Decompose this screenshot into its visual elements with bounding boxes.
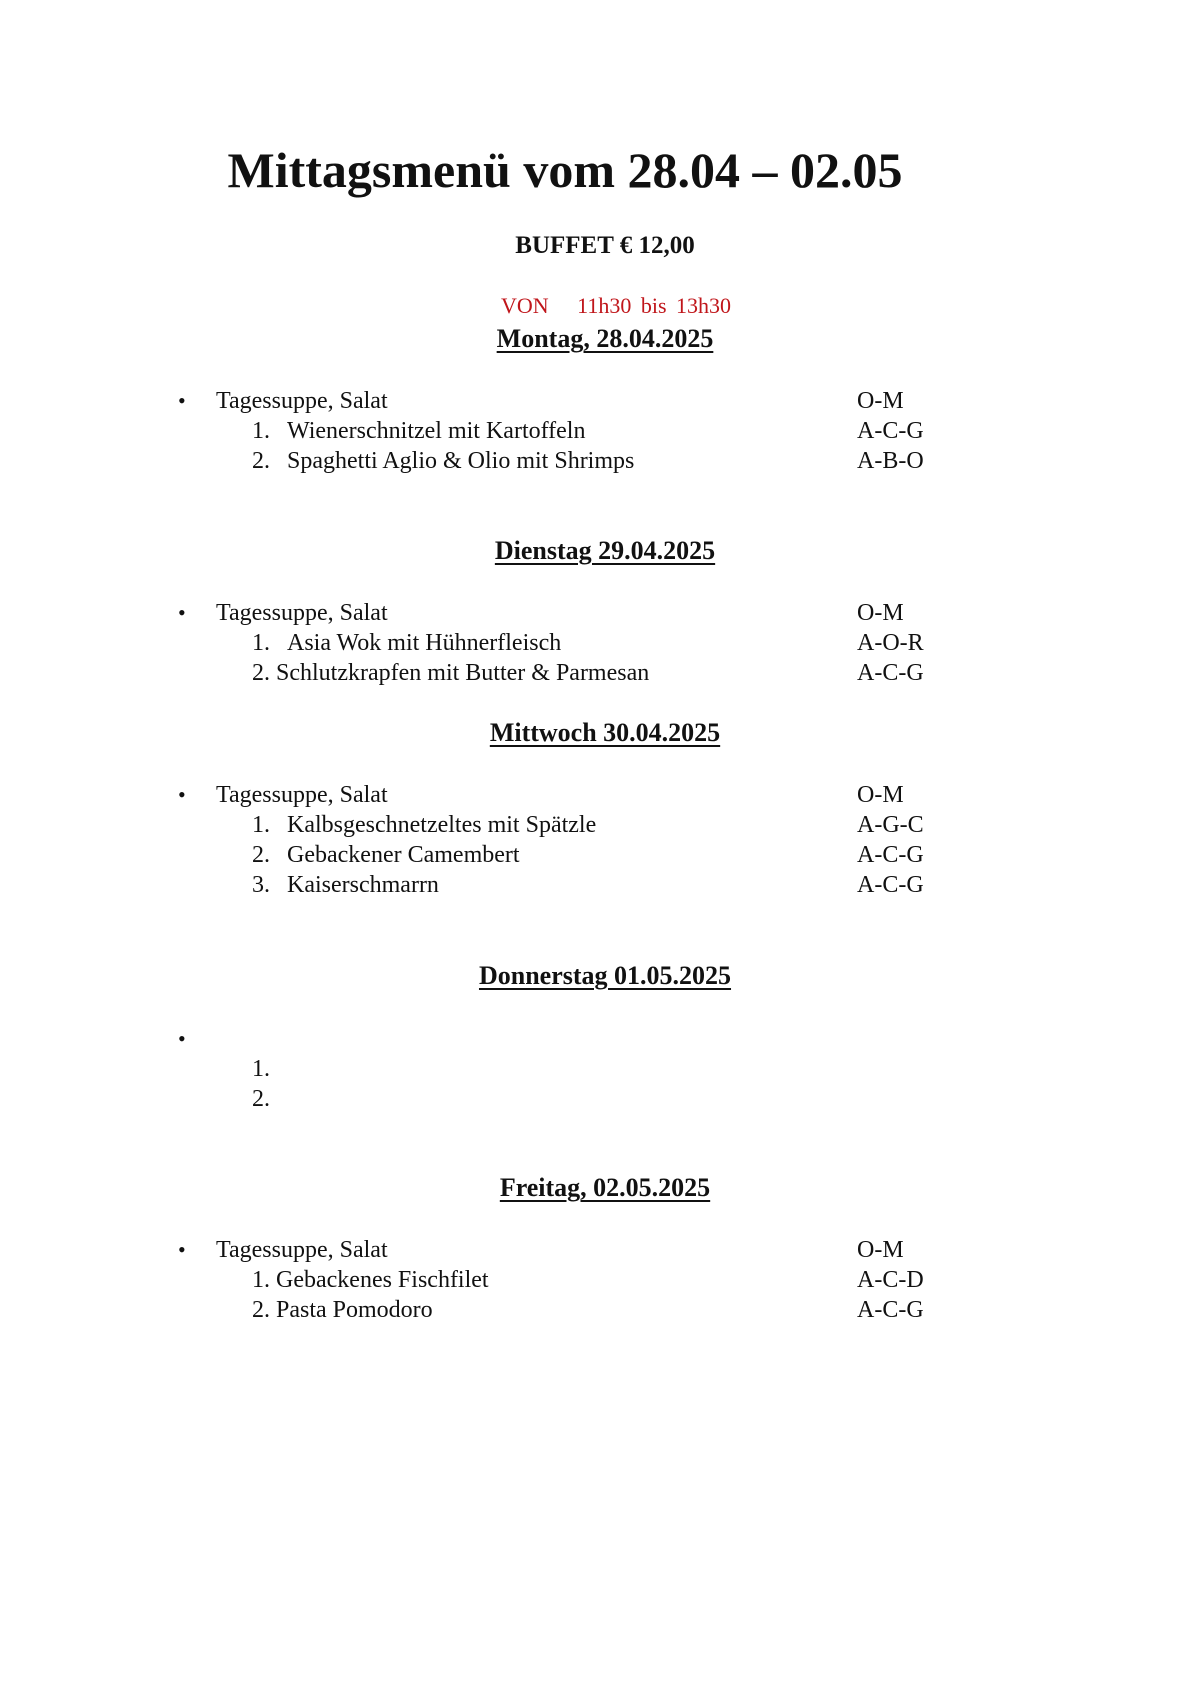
menu-item: 2. Pasta Pomodoro [252, 1297, 433, 1323]
allergen-code: A-C-G [857, 842, 924, 868]
allergen-code: A-C-G [857, 418, 924, 444]
item-number: 2. [252, 448, 270, 474]
opening-hours: VON 11h30 bis 13h30 [501, 293, 732, 318]
item-number: 3. [252, 872, 270, 898]
allergen-code: A-O-R [857, 630, 924, 656]
buffet-price: BUFFET € 12,00 [515, 232, 695, 259]
item-number: 1. [252, 418, 270, 444]
item-number: 1. [252, 1056, 270, 1082]
bullet-icon: • [178, 388, 186, 413]
item-number: 1. [252, 812, 270, 838]
day-heading-mittwoch: Mittwoch 30.04.2025 [489, 718, 721, 747]
bullet-icon: • [178, 1237, 186, 1262]
allergen-code: A-C-G [857, 660, 924, 686]
day-heading-donnerstag: Donnerstag 01.05.2025 [478, 961, 732, 990]
day-heading-freitag: Freitag, 02.05.2025 [499, 1173, 711, 1202]
day-heading-montag: Montag, 28.04.2025 [496, 324, 714, 353]
menu-item: Gebackener Camembert [287, 842, 520, 868]
menu-item: Asia Wok mit Hühnerfleisch [287, 630, 562, 656]
soup-item: Tagessuppe, Salat [216, 782, 388, 808]
soup-item: Tagessuppe, Salat [216, 600, 388, 626]
allergen-code: A-B-O [857, 448, 924, 474]
menu-item: Wienerschnitzel mit Kartoffeln [287, 418, 586, 444]
allergen-code: O-M [857, 600, 904, 626]
menu-item: Spaghetti Aglio & Olio mit Shrimps [287, 448, 635, 474]
allergen-code: A-C-G [857, 1297, 924, 1323]
item-number: 2. [252, 1086, 270, 1112]
bullet-icon: • [178, 1026, 186, 1051]
menu-item: Kalbsgeschnetzeltes mit Spätzle [287, 812, 597, 838]
bullet-icon: • [178, 600, 186, 625]
allergen-code: A-G-C [857, 812, 924, 838]
menu-item: Kaiserschmarrn [287, 872, 439, 898]
allergen-code: O-M [857, 782, 904, 808]
allergen-code: O-M [857, 1237, 904, 1263]
page-title: Mittagsmenü vom 28.04 – 02.05 [227, 142, 903, 198]
allergen-code: A-C-D [857, 1267, 924, 1293]
allergen-code: A-C-G [857, 872, 924, 898]
bullet-icon: • [178, 782, 186, 807]
soup-item: Tagessuppe, Salat [216, 1237, 388, 1263]
soup-item: Tagessuppe, Salat [216, 388, 388, 414]
day-heading-dienstag: Dienstag 29.04.2025 [494, 536, 716, 565]
item-number: 1. [252, 630, 270, 656]
allergen-code: O-M [857, 388, 904, 414]
menu-item: 2. Schlutzkrapfen mit Butter & Parmesan [252, 660, 650, 686]
item-number: 2. [252, 842, 270, 868]
menu-item: 1. Gebackenes Fischfilet [252, 1267, 489, 1293]
